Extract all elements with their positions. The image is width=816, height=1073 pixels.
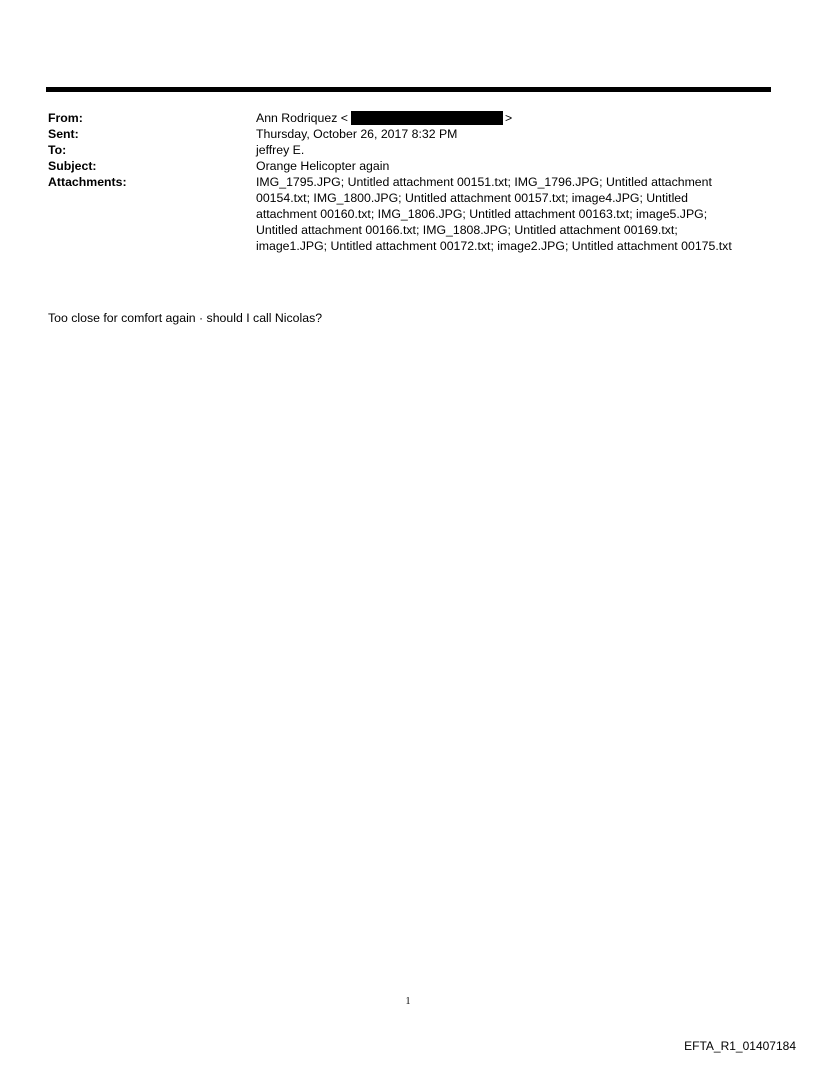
to-value: jeffrey E.: [256, 143, 305, 157]
page-number: 1: [405, 996, 411, 1007]
from-value: [256, 110, 770, 126]
subject-row: [48, 158, 770, 174]
email-header: [48, 110, 770, 254]
attachments-list: [256, 174, 770, 254]
attachments-label: Attachments:: [48, 175, 127, 189]
attachments-line: attachment 00160.txt; IMG_1806.JPG; Untitled attachment 00163.txt; image5.JPG;: [256, 207, 708, 221]
sent-label: Sent:: [48, 127, 79, 141]
sent-value: Thursday, October 26, 2017 8:32 PM: [256, 127, 458, 141]
sent-row: [48, 126, 770, 142]
subject-value: Orange Helicopter again: [256, 159, 390, 173]
document-id: EFTA_R1_01407184: [684, 1039, 796, 1053]
attachments-row: [48, 174, 770, 254]
from-close: >: [504, 111, 513, 125]
attachments-line: 00154.txt; IMG_1800.JPG; Untitled attachment 00157.txt; image4.JPG; Untitled: [256, 191, 688, 205]
from-row: [48, 110, 770, 126]
to-row: [48, 142, 770, 158]
message-body: Too close for comfort again · should I call Nicolas?: [48, 311, 323, 325]
to-label: To:: [48, 143, 67, 157]
subject-label: Subject:: [48, 159, 97, 173]
attachments-line: Untitled attachment 00166.txt; IMG_1808.JPG; Untitled attachment 00169.txt;: [256, 223, 678, 237]
attachments-line: image1.JPG; Untitled attachment 00172.txt; image2.JPG; Untitled attachment 00175.txt: [256, 239, 732, 253]
from-name: Ann Rodriquez <: [256, 111, 348, 125]
attachments-line: IMG_1795.JPG; Untitled attachment 00151.txt; IMG_1796.JPG; Untitled attachment: [256, 175, 712, 189]
header-rule: [46, 87, 771, 92]
from-label: From:: [48, 111, 83, 125]
redaction-box: [351, 111, 503, 125]
